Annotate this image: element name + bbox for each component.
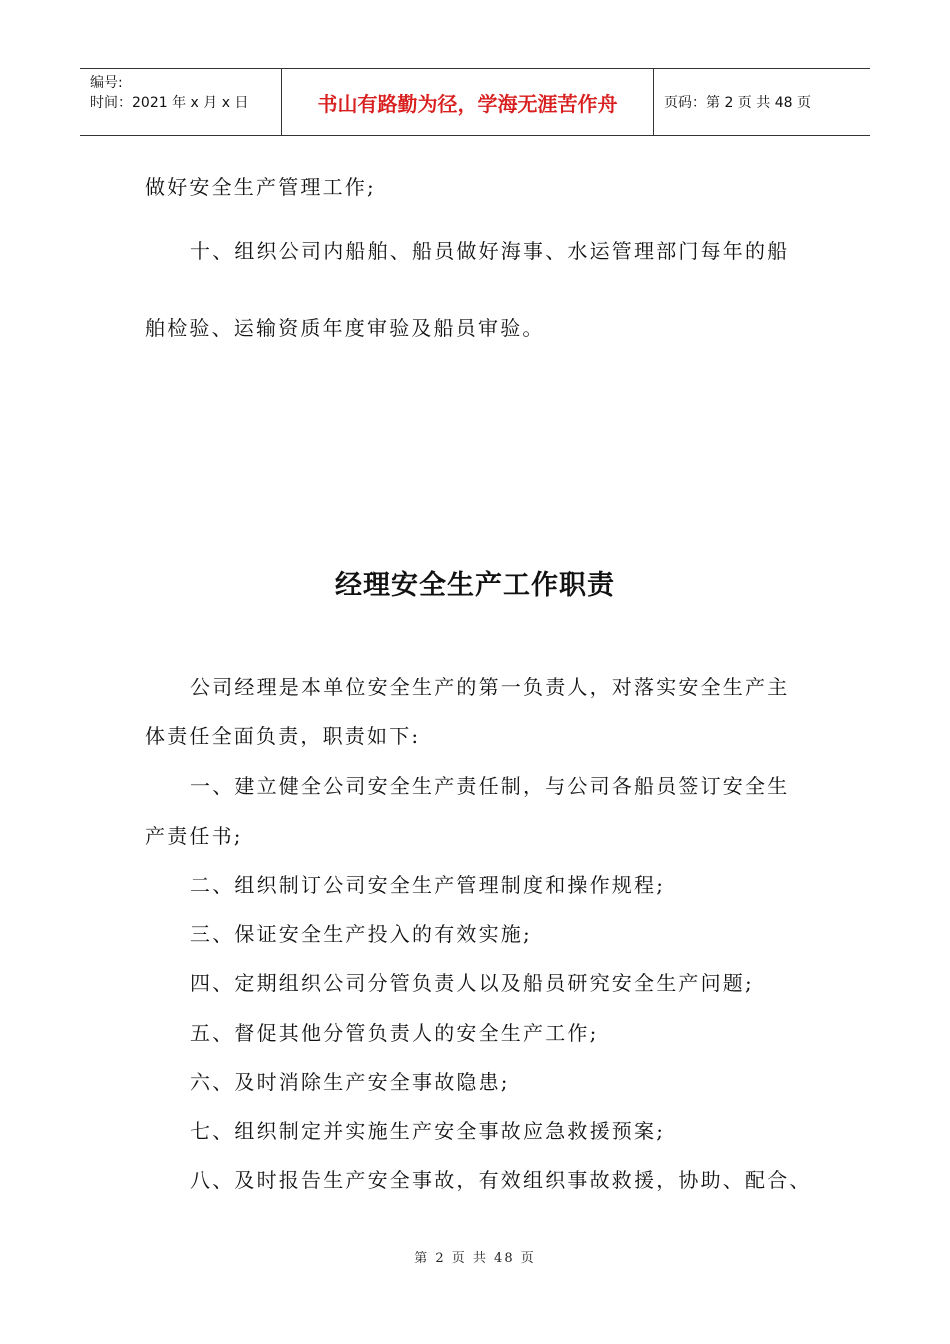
page-header [80, 68, 870, 136]
body-line: 做好安全生产管理工作; [145, 175, 376, 199]
section-title: 经理安全生产工作职责 [335, 570, 615, 601]
paragraph-line: 产责任书; [145, 824, 243, 848]
document-number-label: 编号: [90, 75, 123, 91]
paragraph-line: 五、督促其他分管负责人的安全生产工作; [190, 1021, 599, 1045]
header-meta [80, 69, 282, 135]
paragraph-line: 公司经理是本单位安全生产的第一负责人，对落实安全生产主 [190, 675, 790, 699]
paragraph-line: 八、及时报告生产安全事故，有效组织事故救援，协助、配合、 [190, 1168, 812, 1192]
paragraph-line: 体责任全面负责，职责如下: [145, 724, 421, 748]
paragraph-line: 六、及时消除生产安全事故隐患; [190, 1070, 510, 1094]
body-line: 十、组织公司内船舶、船员做好海事、水运管理部门每年的船 [190, 239, 790, 263]
paragraph-line: 七、组织制定并实施生产安全事故应急救援预案; [190, 1119, 666, 1143]
paragraph-line: 三、保证安全生产投入的有效实施; [190, 922, 532, 946]
header-motto: 书山有路勤为径，学海无涯苦作舟 [282, 69, 654, 135]
header-page-info: 页码：第 2 页 共 48 页 [664, 95, 811, 111]
paragraph-line: 二、组织制订公司安全生产管理制度和操作规程; [190, 873, 666, 897]
body-line: 舶检验、运输资质年度审验及船员审验。 [145, 316, 545, 340]
document-time: 时间：2021 年 x 月 x 日 [90, 95, 249, 111]
paragraph-line: 一、建立健全公司安全生产责任制，与公司各船员签订安全生 [190, 774, 790, 798]
paragraph-line: 四、定期组织公司分管负责人以及船员研究安全生产问题; [190, 971, 754, 995]
page-footer: 第 2 页 共 48 页 [414, 1251, 536, 1266]
